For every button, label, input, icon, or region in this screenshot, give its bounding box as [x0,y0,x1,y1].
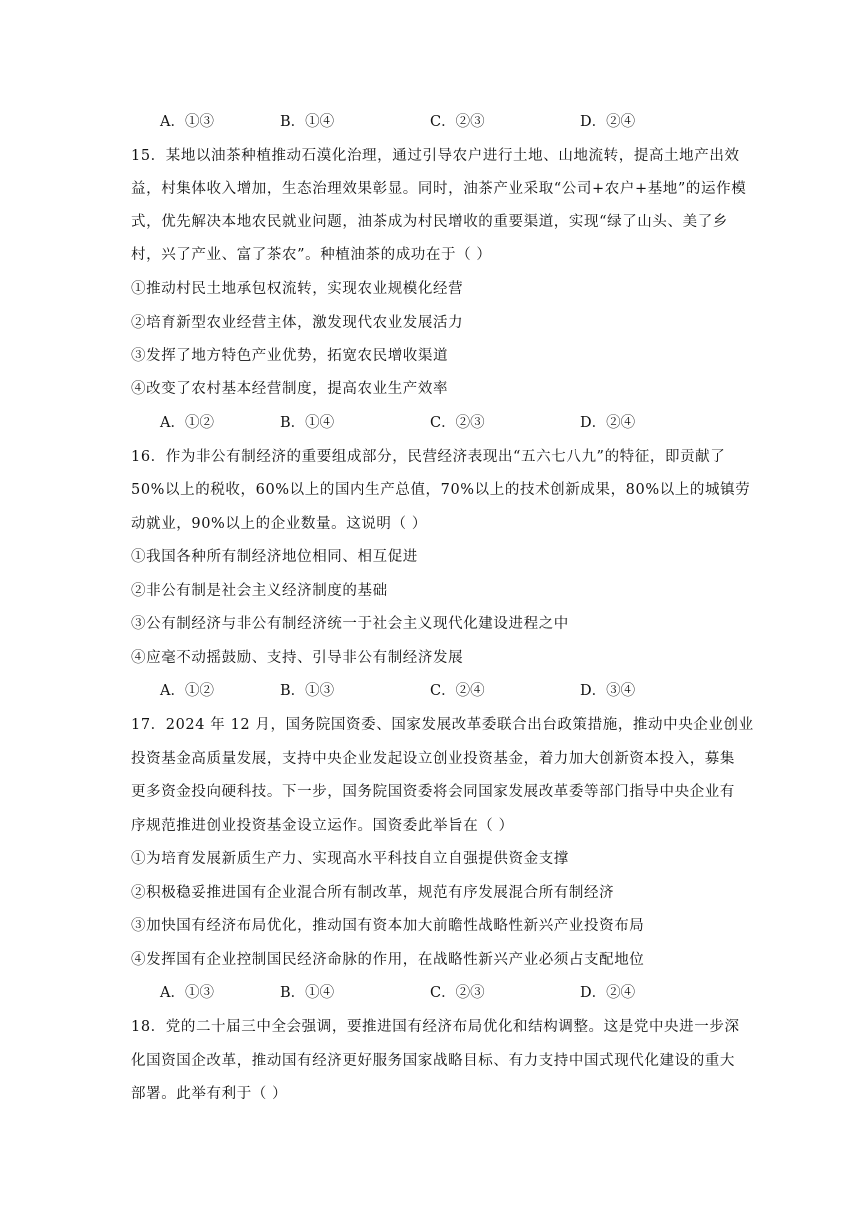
q16-stem-line: 动就业，90%以上的企业数量。这说明（ ） [131,516,427,532]
q15-statement-3: ③发挥了地方特色产业优势，拓宽农民增收渠道 [131,348,449,364]
q17-option-b[interactable]: B．①④ [280,985,335,1001]
q14-option-b[interactable]: B．①④ [280,114,335,130]
q16-stem-line: 16．作为非公有制经济的重要组成部分，民营经济表现出“五六七八九”的特征，即贡献了 [131,449,726,465]
q14-options [160,111,720,133]
q15-statement-2: ②培育新型农业经营主体，激发现代农业发展活力 [131,315,464,331]
q18-stem-line: 化国资国企改革，推动国有经济更好服务国家战略目标、有力支持中国式现代化建设的重大 [131,1053,735,1069]
q15-stem-line: 益，村集体收入增加，生态治理效果彰显。同时，油茶产业采取“公司+农户+基地”的运作模 [131,181,747,197]
q16-option-b[interactable]: B．①③ [280,683,335,699]
q15-option-c[interactable]: C．②③ [430,415,485,431]
q17-stem-line: 更多资金投向硬科技。下一步，国务院国资委将会同国家发展改革委等部门指导中央企业有 [131,784,735,800]
q17-statement-3: ③加快国有经济布局优化，推动国有资本加大前瞻性战略性新兴产业投资布局 [131,918,645,934]
q15-statement-4: ④改变了农村基本经营制度，提高农业生产效率 [131,381,449,397]
q16-option-c[interactable]: C．②④ [430,683,485,699]
q15-statement-1: ①推动村民土地承包权流转，实现农业规模化经营 [131,281,464,297]
q17-statement-1: ①为培育发展新质生产力、实现高水平科技自立自强提供资金支撑 [131,851,569,867]
q14-option-c[interactable]: C．②③ [430,114,485,130]
q15-option-a[interactable]: A．①② [160,415,214,431]
q17-option-c[interactable]: C．②③ [430,985,485,1001]
q16-statement-1: ①我国各种所有制经济地位相同、相互促进 [131,549,418,565]
q17-stem-line: 序规范推进创业投资基金设立运作。国资委此举旨在（ ） [131,818,514,834]
q15-stem-line: 村，兴了产业、富了茶农”。种植油茶的成功在于（ ） [131,247,492,263]
q16-option-d[interactable]: D．③④ [580,683,636,699]
q16-stem-line: 50%以上的税收，60%以上的国内生产总值，70%以上的技术创新成果，80%以上的城镇劳 [131,482,751,498]
q17-option-a[interactable]: A．①③ [160,985,214,1001]
q16-option-a[interactable]: A．①② [160,683,214,699]
q18-stem-line: 部署。此举有利于（ ） [131,1086,288,1102]
q15-option-b[interactable]: B．①④ [280,415,335,431]
q17-stem-line: 投资基金高质量发展，支持中央企业发起设立创业投资基金，着力加大创新资本投入，募集 [131,751,735,767]
q17-options [160,982,720,1004]
q16-statement-2: ②非公有制是社会主义经济制度的基础 [131,583,388,599]
q17-stem-line: 17．2024 年 12 月，国务院国资委、国家发展改革委联合出台政策措施，推动中央企业创业 [131,717,754,733]
q18-stem-line: 18．党的二十届三中全会强调，要推进国有经济布局优化和结构调整。这是党中央进一步深 [131,1019,740,1035]
q16-statement-3: ③公有制经济与非公有制经济统一于社会主义现代化建设进程之中 [131,616,569,632]
q17-option-d[interactable]: D．②④ [580,985,636,1001]
q15-stem-line: 15．某地以油茶种植推动石漠化治理，通过引导农户进行土地、山地流转，提高土地产出效 [131,148,740,164]
q16-statement-4: ④应毫不动摇鼓励、支持、引导非公有制经济发展 [131,650,464,666]
q17-statement-2: ②积极稳妥推进国有企业混合所有制改革，规范有序发展混合所有制经济 [131,885,615,901]
q16-options [160,680,720,702]
q14-option-d[interactable]: D．②④ [580,114,636,130]
q15-option-d[interactable]: D．②④ [580,415,636,431]
q15-options [160,412,720,434]
q17-statement-4: ④发挥国有企业控制国民经济命脉的作用，在战略性新兴产业必须占支配地位 [131,952,645,968]
q14-option-a[interactable]: A．①③ [160,114,214,130]
q15-stem-line: 式，优先解决本地农民就业问题，油茶成为村民增收的重要渠道，实现“绿了山头、美了乡 [131,214,728,230]
